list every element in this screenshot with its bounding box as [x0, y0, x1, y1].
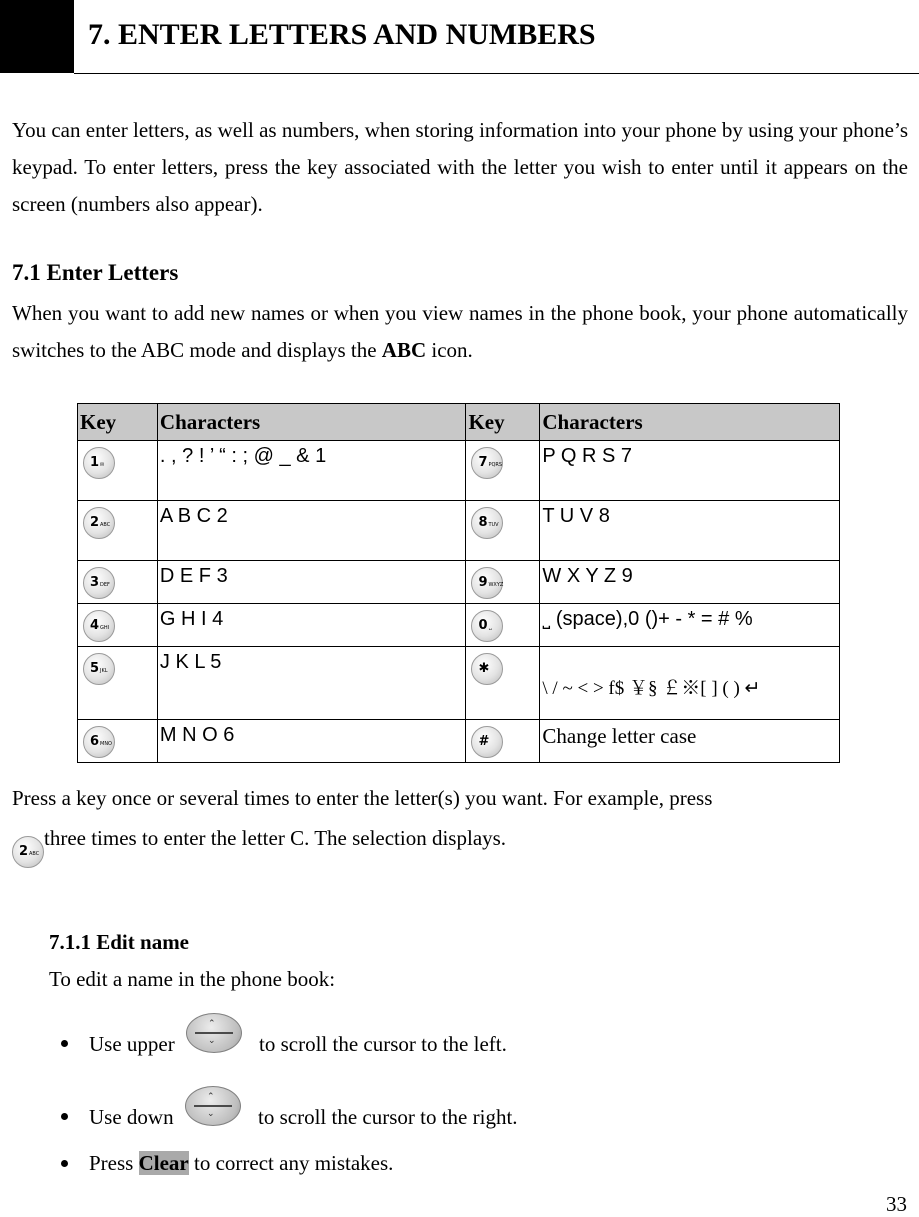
table-row	[78, 604, 840, 647]
characters-cell: G H I 4	[157, 604, 466, 647]
key-cell	[466, 604, 540, 647]
key-1-icon: 1 ✉	[83, 447, 115, 479]
key-characters-table	[77, 403, 840, 763]
bullet-icon	[61, 1040, 68, 1047]
key-cell	[466, 441, 540, 501]
abc-mode-label: ABC	[381, 338, 427, 362]
clear-key-label: Clear	[138, 1151, 189, 1175]
characters-cell: \ / ~ < > f$ ￥§ ￡※[ ] ( ) ↵	[540, 647, 840, 720]
key-cell	[466, 720, 540, 763]
bullet-down-text: Use down	[89, 1105, 174, 1129]
section-heading-7-1-1: 7.1.1 Edit name	[49, 930, 190, 954]
key-cell	[466, 561, 540, 604]
characters-cell: Change letter case	[540, 720, 840, 763]
press-key-text: three times to enter the letter C. The selection displays.	[44, 826, 507, 850]
bullet-upper-text-end: to scroll the cursor to the left.	[259, 1032, 507, 1056]
header-characters: Characters	[540, 404, 840, 441]
characters-cell: P Q R S 7	[540, 441, 840, 501]
characters-cell: T U V 8	[540, 501, 840, 561]
key-0-icon: 0 ␣	[471, 610, 503, 642]
header-characters: Characters	[157, 404, 466, 441]
nav-key-icon: ⌃ ⌄	[186, 1013, 242, 1053]
section-heading-7-1: 7.1 Enter Letters	[12, 260, 179, 285]
key-9-icon: 9 WXYZ	[471, 567, 503, 599]
key-cell	[78, 501, 158, 561]
key-cell	[466, 501, 540, 561]
press-key-paragraph: Press a key once or several times to enter the letter(s) you want. For example, press	[12, 786, 713, 810]
key-5-icon: 5 JKL	[83, 653, 115, 685]
section-7-1-paragraph	[12, 295, 908, 369]
table-row	[78, 561, 840, 604]
nav-key-icon: ⌃ ⌄	[185, 1086, 241, 1126]
bullet-clear-text-end: to correct any mistakes.	[188, 1151, 394, 1175]
table-row	[78, 647, 840, 720]
page-number: 33	[886, 1192, 907, 1216]
bullet-down-text-end: to scroll the cursor to the right.	[258, 1105, 518, 1129]
key-7-icon: 7 PQRS	[471, 447, 503, 479]
key-8-icon: 8 TUV	[471, 507, 503, 539]
press-key-line	[12, 826, 506, 868]
table-row	[78, 501, 840, 561]
section-7-1-text: When you want to add new names or when you view names in the phone book, your phone automatically switches to the ABC mode and displays the	[12, 301, 908, 362]
key-cell	[78, 561, 158, 604]
section-7-1-text-end: icon.	[426, 338, 473, 362]
bullet-icon	[61, 1160, 68, 1167]
table-header-row	[78, 404, 840, 441]
table-row	[78, 720, 840, 763]
characters-cell: M N O 6	[157, 720, 466, 763]
table-row	[78, 441, 840, 501]
characters-cell: . , ? ! ’ “ : ; @ _ & 1	[157, 441, 466, 501]
characters-cell: W X Y Z 9	[540, 561, 840, 604]
header-key: Key	[78, 404, 158, 441]
key-4-icon: 4 GHI	[83, 610, 115, 642]
header-rule	[74, 73, 919, 74]
bullet-upper-text: Use upper	[89, 1032, 175, 1056]
key-3-icon: 3 DEF	[83, 567, 115, 599]
key-cell	[78, 441, 158, 501]
edit-name-intro: To edit a name in the phone book:	[49, 967, 336, 991]
star-key-icon: ✱	[471, 653, 503, 685]
characters-cell: D E F 3	[157, 561, 466, 604]
key-cell	[466, 647, 540, 720]
characters-cell: A B C 2	[157, 501, 466, 561]
header-black-block	[0, 0, 74, 73]
key-cell	[78, 647, 158, 720]
key-cell	[78, 720, 158, 763]
characters-cell: J K L 5	[157, 647, 466, 720]
key-2-icon: 2 ABC	[83, 507, 115, 539]
intro-paragraph: You can enter letters, as well as numbers, when storing information into your phone by using your phone’s keypad. To enter letters, press the key associated with the letter you wish to enter until it appears on the screen (numbers also appear).	[12, 118, 908, 216]
key-2-icon: 2 ABC	[12, 836, 44, 868]
bullet-clear-line	[89, 1151, 393, 1176]
bullet-icon	[61, 1113, 68, 1120]
page-title: 7. ENTER LETTERS AND NUMBERS	[88, 18, 596, 51]
hash-key-icon: #	[471, 726, 503, 758]
key-cell	[78, 604, 158, 647]
characters-cell: ˽ (space),0 ()+ - * = # %	[540, 604, 840, 647]
key-6-icon: 6 MNO	[83, 726, 115, 758]
header-key: Key	[466, 404, 540, 441]
bullet-clear-text: Press	[89, 1151, 139, 1175]
